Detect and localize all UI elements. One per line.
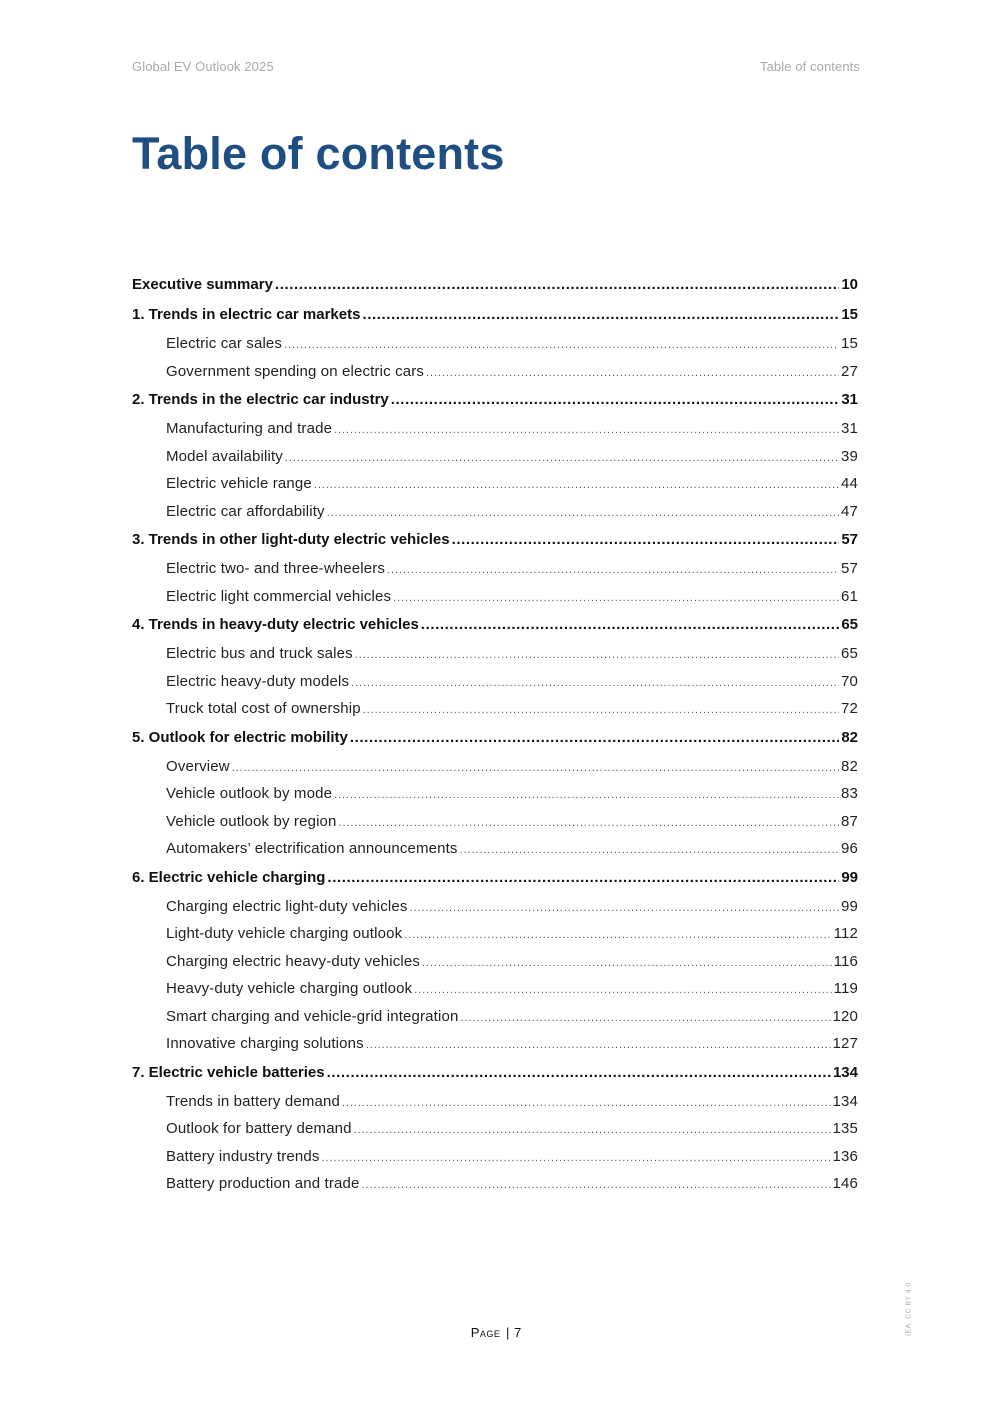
toc-entry-label: Outlook for battery demand [166, 1120, 352, 1137]
toc-page-number: 39 [841, 447, 858, 465]
toc-page-number: 135 [832, 1120, 858, 1137]
toc-dot-leader [275, 270, 839, 300]
toc-section-entry[interactable] [132, 270, 858, 300]
toc-page-number: 83 [841, 785, 858, 802]
toc-dot-leader [363, 695, 839, 725]
toc-subsection-entry[interactable] [132, 1030, 858, 1058]
toc-subsection-entry[interactable] [132, 893, 858, 921]
toc-entry-label: 7. Electric vehicle batteries [132, 1063, 325, 1081]
toc-subsection-entry[interactable] [132, 835, 858, 863]
toc-entry-label: Electric car affordability [166, 502, 325, 520]
toc-entry-label: 5. Outlook for electric mobility [132, 728, 348, 746]
toc-subsection-entry[interactable] [132, 1003, 858, 1031]
page-title: Table of contents [132, 128, 505, 179]
toc-dot-leader [327, 863, 839, 893]
toc-subsection-entry[interactable] [132, 753, 858, 781]
toc-subsection-entry[interactable] [132, 358, 858, 386]
toc-subsection-entry[interactable] [132, 640, 858, 668]
toc-entry-label: Heavy-duty vehicle charging outlook [166, 980, 413, 997]
toc-entry-label: Electric heavy-duty models [166, 672, 350, 690]
toc-dot-leader [334, 415, 839, 445]
toc-entry-label: Charging electric heavy-duty vehicles [166, 952, 421, 970]
toc-section-entry[interactable] [132, 863, 858, 893]
toc-entry-label: Battery production and trade [166, 1175, 360, 1192]
toc-dot-leader [387, 555, 839, 585]
toc-section-entry[interactable] [132, 300, 858, 330]
toc-dot-leader [414, 975, 831, 1005]
toc-page-number: 57 [841, 531, 858, 548]
toc-section-entry[interactable] [132, 385, 858, 415]
toc-dot-leader [404, 920, 831, 950]
toc-dot-leader [393, 583, 839, 613]
toc-page-number: 120 [832, 1007, 858, 1025]
toc-entry-label: 1. Trends in electric car markets [132, 306, 361, 323]
toc-dot-leader [362, 1170, 831, 1200]
toc-entry-label: Vehicle outlook by region [166, 812, 337, 830]
toc-page-number: 47 [841, 502, 858, 520]
toc-dot-leader [284, 330, 839, 360]
toc-entry-label: Innovative charging solutions [166, 1035, 364, 1052]
page-label: Page [470, 1325, 501, 1340]
page-number: 7 [514, 1325, 522, 1340]
toc-subsection-entry[interactable] [132, 443, 858, 471]
toc-entry-label: 4. Trends in heavy-duty electric vehicles [132, 616, 419, 633]
toc-page-number: 99 [841, 868, 858, 886]
toc-dot-leader [314, 470, 839, 500]
toc-section-entry[interactable] [132, 1058, 858, 1088]
toc-page-number: 65 [841, 616, 858, 633]
toc-page-number: 146 [832, 1175, 858, 1192]
toc-page-number: 134 [832, 1063, 858, 1081]
toc-dot-leader [327, 1058, 831, 1088]
toc-page-number: 82 [841, 757, 858, 775]
toc-dot-leader [339, 808, 839, 838]
toc-entry-label: Vehicle outlook by mode [166, 785, 333, 802]
toc-page-number: 15 [841, 306, 858, 323]
running-header-section: Table of contents [760, 59, 860, 74]
toc-entry-label: Electric two- and three-wheelers [166, 560, 386, 577]
toc-entry-label: Model availability [166, 447, 283, 465]
toc-page-number: 127 [832, 1035, 858, 1052]
toc-entry-label: Overview [166, 757, 230, 775]
toc-subsection-entry[interactable] [132, 555, 858, 583]
toc-entry-label: Smart charging and vehicle-grid integration [166, 1007, 459, 1025]
toc-subsection-entry[interactable] [132, 920, 858, 948]
toc-dot-leader [350, 723, 839, 753]
toc-page-number: 96 [841, 840, 858, 857]
toc-entry-label: Truck total cost of ownership [166, 700, 361, 717]
toc-dot-leader [460, 835, 839, 865]
toc-page-number: 87 [841, 812, 858, 830]
toc-subsection-entry[interactable] [132, 975, 858, 1003]
toc-dot-leader [342, 1088, 831, 1118]
toc-dot-leader [232, 753, 839, 783]
toc-entry-label: Light-duty vehicle charging outlook [166, 925, 403, 942]
toc-entry-label: Electric vehicle range [166, 475, 312, 492]
toc-subsection-entry[interactable] [132, 808, 858, 836]
toc-subsection-entry[interactable] [132, 583, 858, 611]
toc-page-number: 15 [841, 335, 858, 352]
toc-dot-leader [410, 893, 840, 923]
toc-dot-leader [422, 948, 832, 978]
toc-page-number: 70 [841, 672, 858, 690]
running-header-title: Global EV Outlook 2025 [132, 59, 274, 74]
toc-subsection-entry[interactable] [132, 470, 858, 498]
toc-dot-leader [334, 780, 839, 810]
toc-entry-label: Electric bus and truck sales [166, 645, 353, 662]
toc-subsection-entry[interactable] [132, 415, 858, 443]
toc-entry-label: 3. Trends in other light-duty electric vehicles [132, 531, 450, 548]
toc-page-number: 27 [841, 362, 858, 380]
toc-subsection-entry[interactable] [132, 780, 858, 808]
toc-page-number: 31 [841, 391, 858, 408]
toc-subsection-entry[interactable] [132, 668, 858, 696]
toc-entry-label: 6. Electric vehicle charging [132, 868, 326, 886]
table-of-contents [132, 270, 858, 1198]
toc-page-number: 82 [841, 728, 858, 746]
toc-entry-label: Battery industry trends [166, 1147, 320, 1165]
toc-page-number: 136 [832, 1147, 858, 1165]
toc-section-entry[interactable] [132, 723, 858, 753]
page-separator: | [506, 1325, 510, 1340]
toc-subsection-entry[interactable] [132, 498, 858, 526]
toc-dot-leader [327, 498, 839, 528]
toc-dot-leader [355, 640, 839, 670]
toc-entry-label: Government spending on electric cars [166, 362, 425, 380]
toc-section-entry[interactable] [132, 610, 858, 640]
toc-subsection-entry[interactable] [132, 1115, 858, 1143]
toc-section-entry[interactable] [132, 525, 858, 555]
toc-entry-label: Trends in battery demand [166, 1092, 340, 1110]
toc-page-number: 134 [832, 1092, 858, 1110]
page-footer [0, 1325, 992, 1340]
toc-page-number: 112 [833, 925, 858, 942]
toc-subsection-entry[interactable] [132, 1143, 858, 1171]
toc-page-number: 119 [833, 980, 858, 997]
toc-page-number: 57 [841, 560, 858, 577]
toc-dot-leader [322, 1143, 831, 1173]
toc-subsection-entry[interactable] [132, 330, 858, 358]
toc-entry-label: Electric car sales [166, 335, 283, 352]
toc-page-number: 10 [841, 276, 858, 293]
toc-page-number: 116 [833, 952, 858, 970]
toc-dot-leader [354, 1115, 831, 1145]
toc-entry-label: Charging electric light-duty vehicles [166, 897, 408, 915]
toc-page-number: 44 [841, 475, 858, 492]
toc-page-number: 61 [841, 587, 858, 605]
toc-page-number: 31 [841, 420, 858, 437]
toc-dot-leader [362, 300, 839, 330]
toc-subsection-entry[interactable] [132, 1088, 858, 1116]
toc-dot-leader [460, 1003, 830, 1033]
license-notice: IEA. CC BY 4.0. [905, 1279, 913, 1337]
toc-entry-label: Automakers’ electrification announcements [166, 840, 458, 857]
toc-entry-label: Manufacturing and trade [166, 420, 333, 437]
toc-dot-leader [285, 443, 839, 473]
toc-subsection-entry[interactable] [132, 695, 858, 723]
toc-dot-leader [391, 385, 840, 415]
toc-dot-leader [366, 1030, 831, 1060]
toc-entry-label: Electric light commercial vehicles [166, 587, 392, 605]
toc-entry-label: Executive summary [132, 276, 273, 293]
toc-subsection-entry[interactable] [132, 1170, 858, 1198]
toc-subsection-entry[interactable] [132, 948, 858, 976]
toc-page-number: 99 [841, 897, 858, 915]
toc-dot-leader [426, 358, 839, 388]
toc-dot-leader [421, 610, 840, 640]
toc-page-number: 65 [841, 645, 858, 662]
toc-entry-label: 2. Trends in the electric car industry [132, 391, 389, 408]
toc-dot-leader [452, 525, 840, 555]
toc-page-number: 72 [841, 700, 858, 717]
toc-dot-leader [351, 668, 839, 698]
